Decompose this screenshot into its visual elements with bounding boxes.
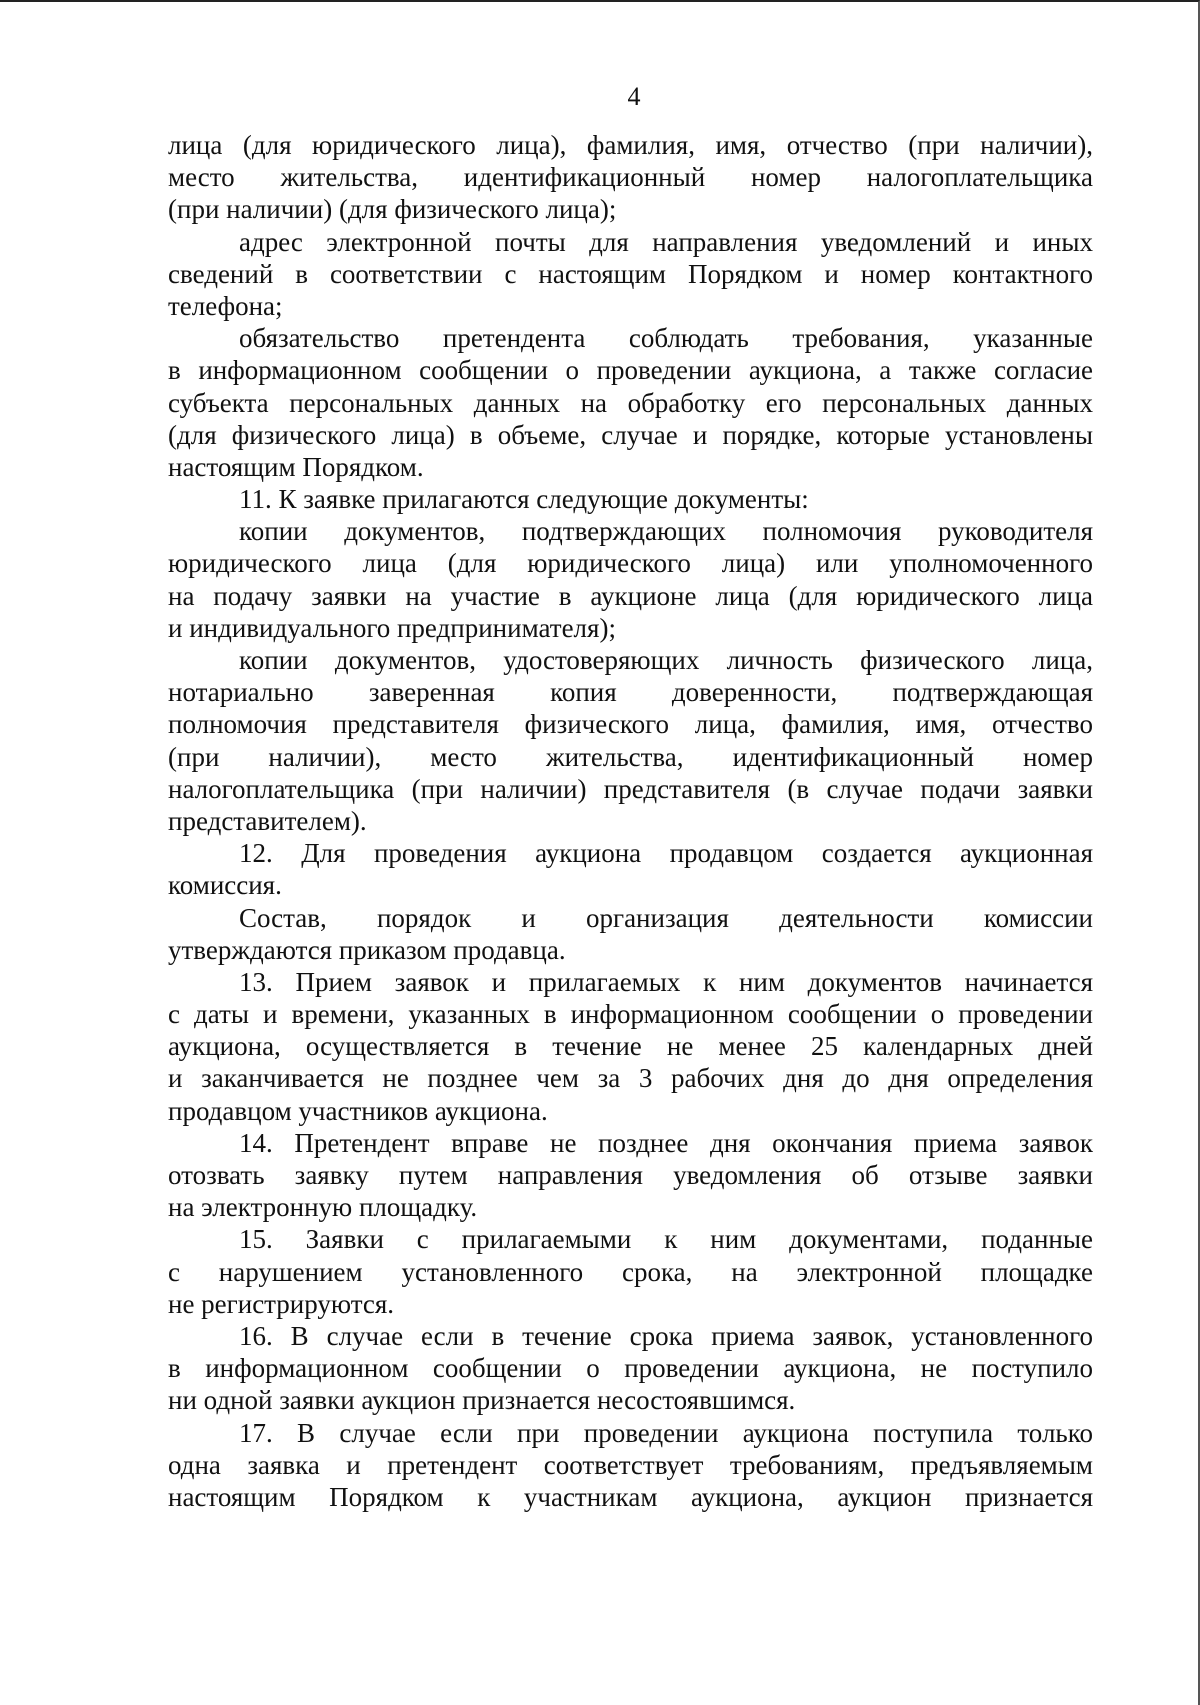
text-line: налогоплательщика (при наличии) представителя (в случае подачи заявки [168, 773, 1093, 804]
text-line: копии документов, подтверждающих полномочия руководителя [239, 516, 1093, 547]
text-line: 11. К заявке прилагаются следующие документы: [239, 484, 809, 515]
text-line: в информационном сообщении о проведении аукциона, не поступило [168, 1353, 1093, 1384]
text-line: на электронную площадку. [168, 1192, 478, 1223]
text-line: 17. В случае если при проведении аукциона поступила только [239, 1417, 1093, 1448]
text-line: продавцом участников аукциона. [168, 1095, 548, 1126]
text-line: в информационном сообщении о проведении аукциона, а также согласие [168, 355, 1093, 386]
text-line: не регистрируются. [168, 1288, 394, 1319]
text-line: настоящим Порядком к участникам аукциона, аукцион признается [168, 1481, 1093, 1512]
text-line: представителем). [168, 805, 367, 836]
text-line: отозвать заявку путем направления уведомления об отзыве заявки [168, 1160, 1093, 1190]
text-line: (при наличии), место жительства, идентификационный номер [168, 741, 1093, 772]
text-line: 12. Для проведения аукциона продавцом создается аукционная [239, 838, 1093, 869]
text-line: обязательство претендента соблюдать требования, указанные [239, 323, 1093, 354]
text-line: субъекта персональных данных на обработку его персональных данных [168, 387, 1093, 418]
text-line: аукциона, осуществляется в течение не менее 25 календарных дней [168, 1031, 1093, 1062]
text-line: и заканчивается не позднее чем за 3 рабочих дня до дня определения [168, 1063, 1093, 1094]
text-line: 14. Претендент вправе не позднее дня окончания приема заявок [239, 1127, 1093, 1158]
text-line: с нарушением установленного срока, на электронной площадке [168, 1256, 1093, 1287]
text-line: (при наличии) (для физического лица); [168, 194, 617, 225]
text-line: одна заявка и претендент соответствует требованиям, предъявляемым [168, 1449, 1093, 1480]
text-line: 15. Заявки с прилагаемыми к ним документами, поданные [239, 1224, 1093, 1255]
document-body [168, 129, 1093, 1513]
text-line: адрес электронной почты для направления уведомлений и иных [239, 226, 1093, 257]
text-line: телефона; [168, 290, 283, 321]
page-number: 4 [627, 82, 641, 111]
text-line: нотариально заверенная копия доверенности, подтверждающая [168, 677, 1093, 708]
text-line: утверждаются приказом продавца. [168, 934, 566, 965]
text-line: с даты и времени, указанных в информационном сообщении о проведении [168, 999, 1093, 1030]
text-line: лица (для юридического лица), фамилия, имя, отчество (при наличии), [168, 130, 1093, 160]
text-line: на подачу заявки на участие в аукционе лица (для юридического лица [168, 580, 1093, 611]
text-line: полномочия представителя физического лица, фамилия, имя, отчество [168, 709, 1093, 740]
text-line: сведений в соответствии с настоящим Порядком и номер контактного [168, 258, 1093, 289]
text-line: Состав, порядок и организация деятельности комиссии [239, 902, 1093, 933]
text-line: место жительства, идентификационный номер налогоплательщика [168, 162, 1093, 193]
text-line: (для физического лица) в объеме, случае и порядке, которые установлены [168, 419, 1093, 450]
text-line: настоящим Порядком. [168, 451, 424, 482]
text-line: юридического лица (для юридического лица) или уполномоченного [168, 548, 1093, 579]
text-line: 13. Прием заявок и прилагаемых к ним документов начинается [239, 966, 1093, 997]
text-line: и индивидуального предпринимателя); [168, 612, 616, 643]
text-line: 16. В случае если в течение срока приема заявок, установленного [239, 1320, 1093, 1351]
text-line: комиссия. [168, 870, 282, 901]
text-line: копии документов, удостоверяющих личность физического лица, [239, 645, 1093, 675]
text-line: ни одной заявки аукцион признается несостоявшимся. [168, 1385, 796, 1416]
